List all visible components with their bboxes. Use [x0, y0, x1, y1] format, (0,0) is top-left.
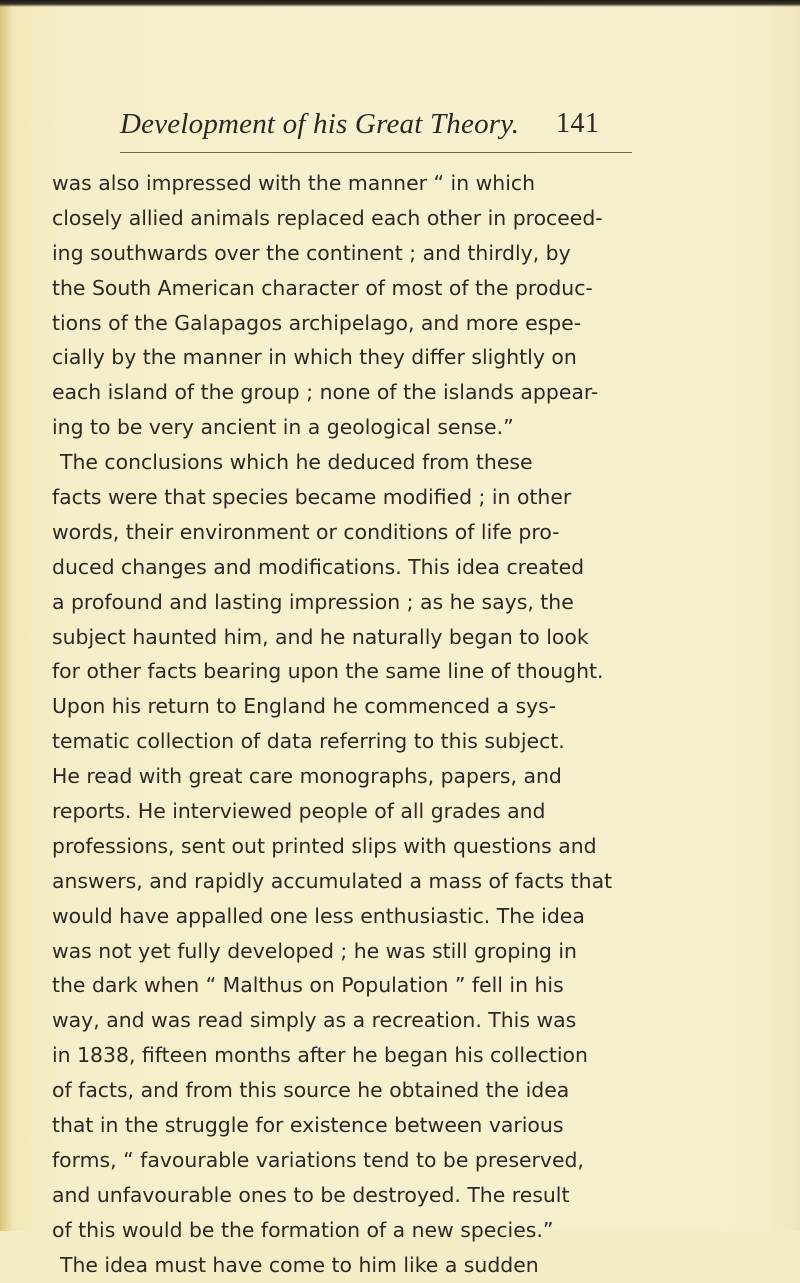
page-binding-edge: [0, 0, 12, 1231]
text-line: in 1838, fifteen months after he began his collection: [52, 1043, 588, 1068]
text-line: reports. He interviewed people of all grades and: [52, 799, 546, 824]
text-line: forms, “ favourable variations tend to be preserved,: [52, 1147, 584, 1172]
text-line: the dark when “ Malthus on Population ” fell in his: [52, 973, 564, 998]
text-line: duced changes and modifications. This idea created: [52, 554, 585, 579]
text-line: The idea must have come to him like a sudden: [60, 1252, 539, 1277]
text-line: words, their environment or conditions of life pro-: [52, 519, 560, 544]
text-line: was not yet fully developed ; he was still groping in: [52, 938, 577, 963]
text-line: tematic collection of data referring to this subject.: [52, 729, 565, 754]
text-line: The conclusions which he deduced from these: [60, 450, 533, 475]
text-line: cially by the manner in which they differ slightly on: [52, 345, 577, 370]
page-number: 141: [556, 108, 600, 139]
text-line: and unfavourable ones to be destroyed. The result: [52, 1182, 570, 1207]
text-line: professions, sent out printed slips with questions and: [52, 833, 597, 858]
text-line: answers, and rapidly accumulated a mass of facts that: [52, 868, 613, 893]
running-title: Development of his Great Theory.: [120, 108, 520, 140]
text-line: ing to be very ancient in a geological sense.”: [52, 415, 514, 440]
page-top-edge: [0, 0, 800, 7]
text-line: that in the struggle for existence between various: [52, 1113, 564, 1138]
text-line: subject haunted him, and he naturally began to look: [52, 624, 589, 649]
running-head: [120, 108, 660, 148]
text-line: was also impressed with the manner “ in which: [52, 171, 536, 195]
body-text: [52, 166, 637, 1283]
text-line: would have appalled one less enthusiastic. The idea: [52, 903, 585, 928]
text-line: a profound and lasting impression ; as he says, the: [52, 589, 574, 614]
text-line: ing southwards over the continent ; and thirdly, by: [52, 240, 571, 265]
text-line: Upon his return to England he commenced a sys-: [52, 694, 557, 719]
text-line: of facts, and from this source he obtained the idea: [52, 1078, 570, 1103]
text-line: tions of the Galapagos archipelago, and more espe-: [52, 310, 582, 335]
header-rule: [120, 152, 632, 153]
text-line: for other facts bearing upon the same line of thought.: [52, 659, 604, 684]
text-line: facts were that species became modified ; in other: [52, 485, 572, 510]
text-line: He read with great care monographs, papers, and: [52, 764, 562, 789]
text-line: the South American character of most of the produc-: [52, 275, 593, 300]
text-line: each island of the group ; none of the islands appear-: [52, 380, 599, 405]
text-line: of this would be the formation of a new species.”: [52, 1217, 554, 1242]
text-line: closely allied animals replaced each other in proceed-: [52, 205, 603, 230]
text-line: way, and was read simply as a recreation. This was: [52, 1008, 577, 1033]
